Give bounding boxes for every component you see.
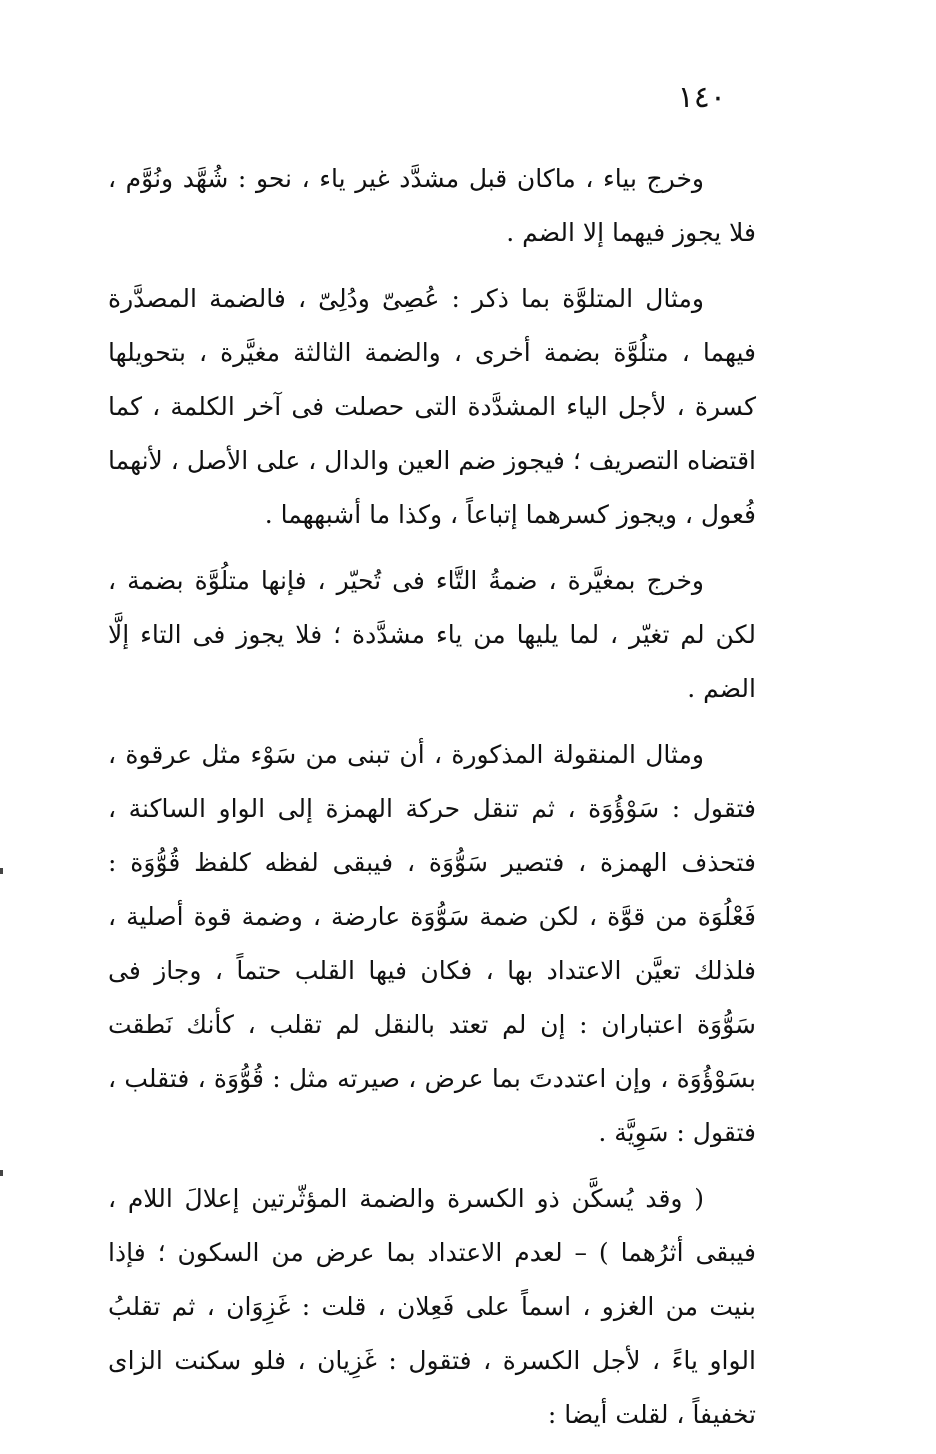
body-text (108, 152, 756, 1454)
paragraph-3: وخرج بمغيَّرة ، ضمةُ التَّاء فى تُحيّر ، فإنها متلُوَّة بضمة ، لكن لم تغيّر ، لما يليها من ياء مشدَّدة ؛ فلا يجوز فى التاء إلَّا الضم . (108, 566, 756, 703)
paragraph-2: ومثال المتلوَّة بما ذكر : عُصِىّ ودُلِىّ ، فالضمة المصدَّرة فيهما ، متلُوَّة بضمة أخرى ، والضمة الثالثة مغيَّرة ، بتحويلها كسرة ، لأجل الياء المشدَّدة التى حصلت فى آخر الكلمة ، كما اقتضاه التصريف ؛ فيجوز ضم العين والدال ، على الأصل ، لأنهما فُعول ، ويجوز كسرهما إتباعاً ، وكذا ما أشبههما . (108, 284, 756, 529)
paragraph-5: ( وقد يُسكَّن ذو الكسرة والضمة المؤثّرتين إعلالَ اللام ، فيبقى أثرُهما ) – لعدم الاعتداد بما عرض من السكون ؛ فإذا بنيت من الغزو ، اسماً على فَعِلان ، قلت : غَزِوَان ، ثم تقلبُ الواو ياءً ، لأجل الكسرة ، فتقول : غَزِيان ، فلو سكنت الزاى تخفيفاً ، لقلت أيضا : (108, 1184, 756, 1429)
paragraph-4: ومثال المنقولة المذكورة ، أن تبنى من سَوْء مثل عرقوة ، فتقول : سَوْؤُوَة ، ثم تنقل حركة الهمزة إلى الواو الساكنة ، فتحذف الهمزة ، فتصير سَوُّوَة ، فيبقى لفظه كلفظ قُوُّوَة : فَعْلُوَة من قوَّة ، لكن ضمة سَوُّوَة عارضة ، وضمة قوة أصلية ، فلذلك تعيَّن الاعتداد بها ، فكان فيها القلب حتماً ، وجاز فى سَوُّوَة اعتباران : إن لم تعتد بالنقل لم تقلب ، كأنك نَطقت بسَوْؤُوَة ، وإن اعتددتَ بما عرض ، صيرته مثل : قُوُّوَة ، فتقلب ، فتقول : سَوِيَّة . (108, 740, 756, 1147)
scan-mark (0, 868, 3, 874)
scan-mark (0, 1170, 3, 1176)
page-number: ١٤٠ (677, 80, 726, 115)
paragraph-1: وخرج بياء ، ماكان قبل مشدَّد غير ياء ، نحو : شُهَّد ونُوَّم ، فلا يجوز فيهما إلا الضم . (108, 164, 756, 247)
